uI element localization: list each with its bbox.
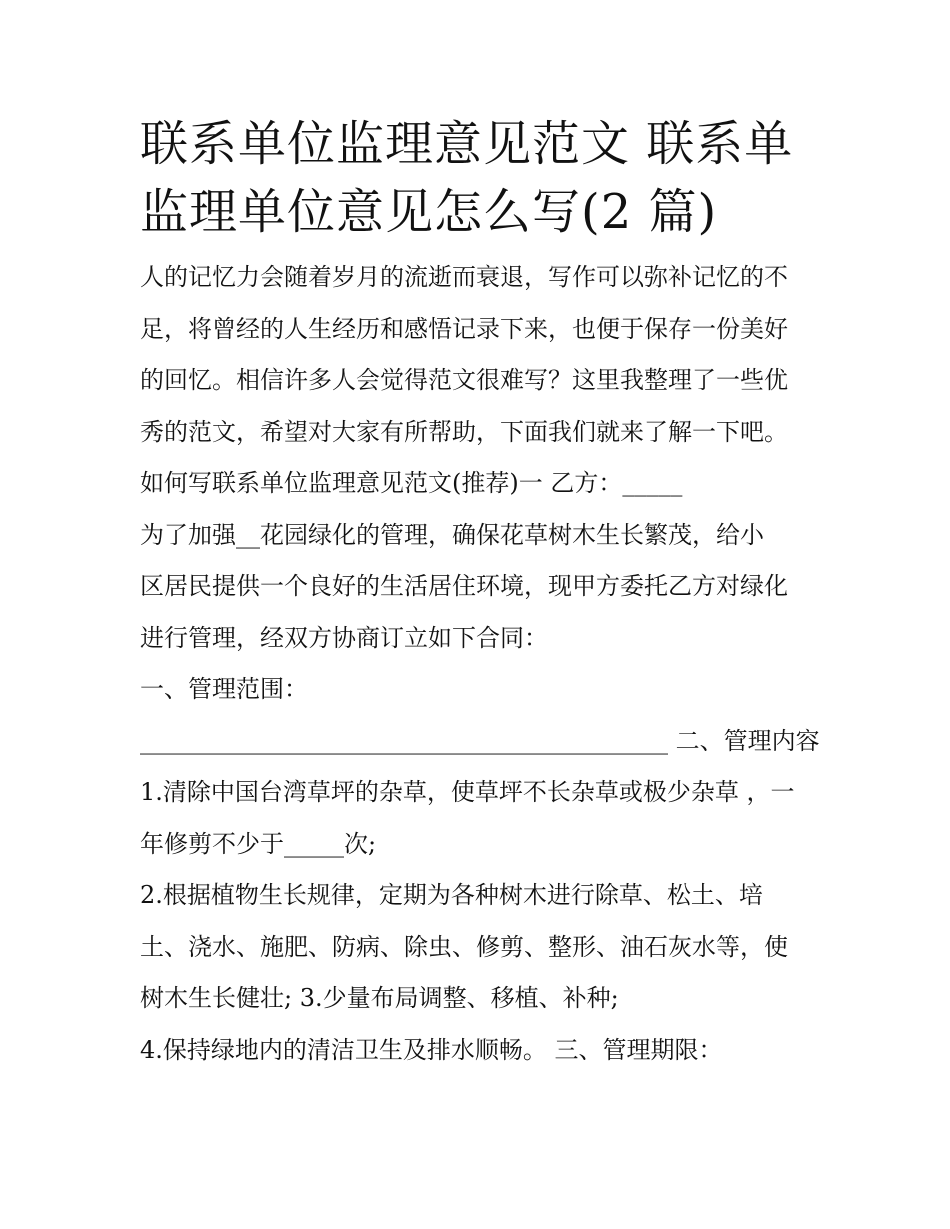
- body-line: 为了加强__花园绿化的管理，确保花草树木生长繁茂，给小: [140, 520, 764, 549]
- body-line: 4.保持绿地内的清洁卫生及排水顺畅。 三、管理期限：: [140, 1035, 723, 1064]
- document-title: [140, 110, 820, 246]
- body-line: 人的记忆力会随着岁月的流逝而衰退，写作可以弥补记忆的不: [140, 263, 788, 291]
- body-line: 如何写联系单位监理意见范文(推荐)一 乙方：_____: [140, 469, 683, 497]
- body-line: 2.根据植物生长规律，定期为各种树木进行除草、松土、培: [140, 881, 763, 909]
- document-body: [140, 252, 820, 1076]
- body-line: ____________________________________________ 二、管理内容: [140, 726, 820, 755]
- body-line: 的回忆。相信许多人会觉得范文很难写？这里我整理了一些优: [140, 366, 788, 394]
- body-line: 足，将曾经的人生经历和感悟记录下来，也便于保存一份美好: [140, 314, 788, 343]
- title-line: 联系单位监理意见范文 联系单: [140, 116, 794, 172]
- document-page: [140, 110, 820, 1076]
- title-line: 监理单位意见怎么写(2 篇): [140, 184, 718, 240]
- section-heading: 一、管理范围：: [140, 675, 308, 703]
- body-line: 区居民提供一个良好的生活居住环境，现甲方委托乙方对绿化: [140, 572, 788, 600]
- body-line: 年修剪不少于_____次;: [140, 829, 377, 858]
- body-line: 树木生长健壮; 3.少量布局调整、移植、补种;: [140, 984, 619, 1012]
- body-line: 1.清除中国台湾草坪的杂草，使草坪不长杂草或极少杂草 ，一: [140, 778, 795, 806]
- body-line: 土、浇水、施肥、防病、除虫、修剪、整形、油石灰水等，使: [140, 932, 788, 961]
- body-line: 进行管理，经双方协商订立如下合同：: [140, 623, 548, 652]
- body-line: 秀的范文，希望对大家有所帮助，下面我们就来了解一下吧。: [140, 417, 788, 446]
